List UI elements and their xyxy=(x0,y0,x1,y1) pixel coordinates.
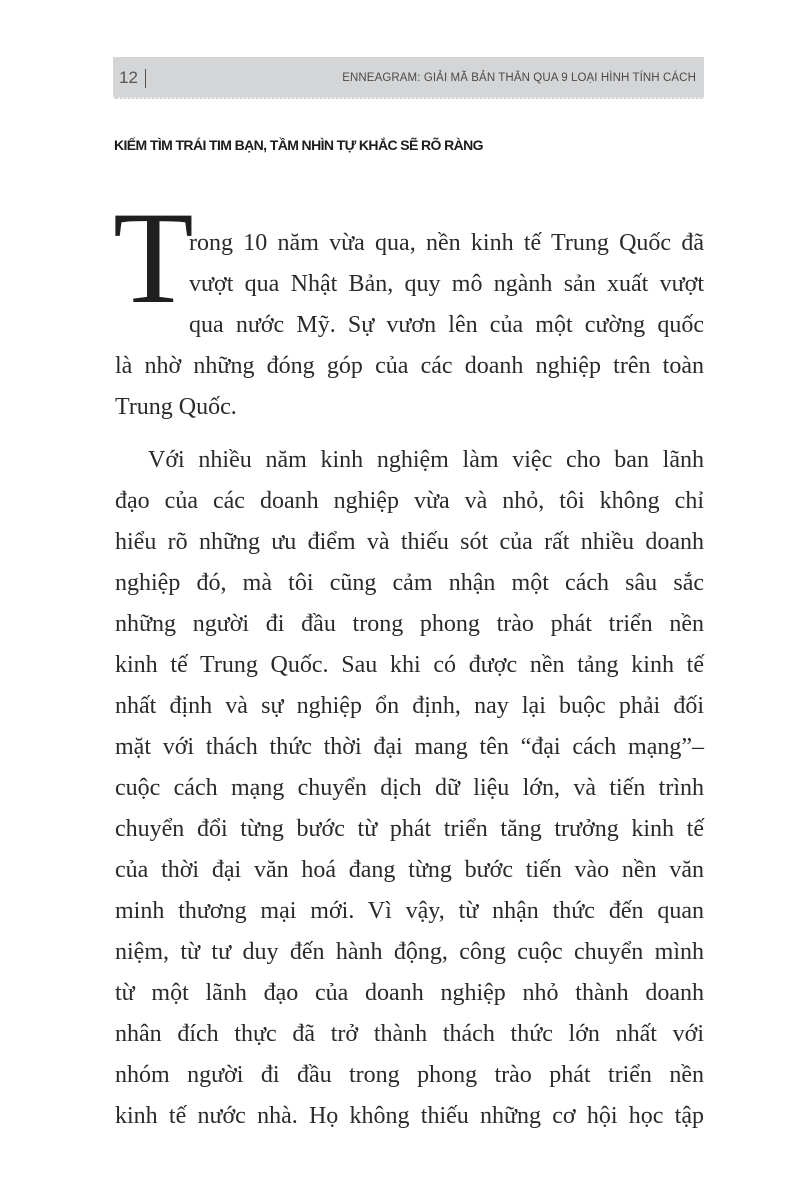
paragraph-2-line: của thời đại văn hoá đang từng bước tiến vào nền văn xyxy=(115,857,704,883)
drop-cap: T xyxy=(113,184,194,331)
paragraph-2-line: minh thương mại mới. Vì vậy, từ nhận thức đến quan xyxy=(115,898,704,924)
paragraph-2-line: kinh tế Trung Quốc. Sau khi có được nền tảng kinh tế xyxy=(115,652,704,678)
paragraph-1-line: Trung Quốc. xyxy=(115,394,237,420)
paragraph-2-line: mặt với thách thức thời đại mang tên “đại cách mạng”– xyxy=(115,734,704,760)
paragraph-2-line: chuyển đổi từng bước từ phát triển tăng trưởng kinh tế xyxy=(115,816,704,842)
running-header xyxy=(113,57,704,99)
paragraph-2-line: từ một lãnh đạo của doanh nghiệp nhỏ thành doanh xyxy=(115,980,704,1006)
paragraph-2-line: nhân đích thực đã trở thành thách thức lớn nhất với xyxy=(115,1021,704,1047)
paragraph-2-line: cuộc cách mạng chuyển dịch dữ liệu lớn, và tiến trình xyxy=(115,775,704,801)
paragraph-2-line: kinh tế nước nhà. Họ không thiếu những cơ hội học tập xyxy=(115,1103,704,1129)
paragraph-1-line: là nhờ những đóng góp của các doanh nghiệp trên toàn xyxy=(115,353,704,379)
paragraph-1-line: qua nước Mỹ. Sự vươn lên của một cường quốc xyxy=(189,312,704,338)
page-number: 12 xyxy=(119,68,138,87)
paragraph-2-line: hiểu rõ những ưu điểm và thiếu sót của rất nhiều doanh xyxy=(115,529,704,555)
paragraph-1-line: rong 10 năm vừa qua, nền kinh tế Trung Quốc đã xyxy=(189,230,704,256)
chapter-heading: KIẾM TÌM TRÁI TIM BẠN, TẦM NHÌN TỰ KHẮC SẼ RÕ RÀNG xyxy=(114,137,483,153)
book-title: ENNEAGRAM: GIẢI MÃ BẢN THÂN QUA 9 LOẠI HÌNH TÍNH CÁCH xyxy=(342,72,696,84)
paragraph-2-line: nhất định và sự nghiệp ổn định, nay lại buộc phải đối xyxy=(115,693,704,719)
header-divider xyxy=(145,69,146,88)
paragraph-2-line: niệm, từ tư duy đến hành động, công cuộc chuyển mình xyxy=(115,939,704,965)
paragraph-2-line: những người đi đầu trong phong trào phát triển nền xyxy=(115,611,704,637)
paragraph-2-line: Với nhiều năm kinh nghiệm làm việc cho ban lãnh xyxy=(148,447,704,473)
paragraph-2-line: nhóm người đi đầu trong phong trào phát triển nền xyxy=(115,1062,704,1088)
paragraph-2-line: đạo của các doanh nghiệp vừa và nhỏ, tôi không chỉ xyxy=(115,488,704,514)
paragraph-2-line: nghiệp đó, mà tôi cũng cảm nhận một cách sâu sắc xyxy=(115,570,704,596)
paragraph-1-line: vượt qua Nhật Bản, quy mô ngành sản xuất vượt xyxy=(189,271,704,297)
